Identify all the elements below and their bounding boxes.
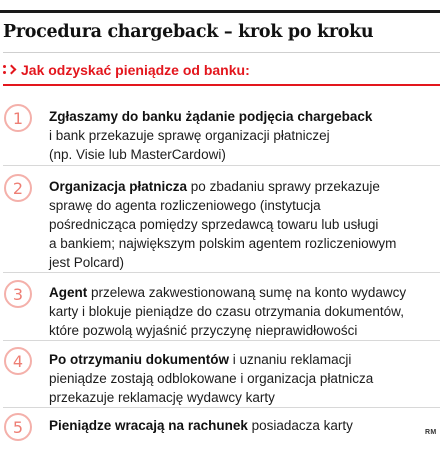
- step-line: i uznaniu reklamacji: [229, 352, 352, 367]
- divider: [3, 52, 440, 53]
- step-heading: Pieniądze wracają na rachunek: [49, 418, 248, 433]
- step-number: 5: [4, 413, 32, 441]
- step-line: (np. Visie lub MasterCardowi): [49, 147, 226, 162]
- step-text: [49, 177, 439, 272]
- step-heading: Organizacja płatnicza: [49, 179, 188, 194]
- subtitle-row: [3, 60, 250, 80]
- accent-rule: [3, 84, 440, 86]
- top-rule: [0, 10, 440, 13]
- divider: [3, 407, 440, 408]
- step-line: posiadacza karty: [247, 418, 353, 433]
- step-number: 4: [4, 347, 32, 375]
- step-line: i bank przekazuje sprawę organizacji płatniczej: [49, 128, 330, 143]
- step-line: po zbadaniu sprawy przekazuje: [187, 179, 380, 194]
- step-heading: Zgłaszamy do banku żądanie podjęcia chargeback: [49, 109, 373, 124]
- divider: [3, 340, 440, 341]
- step-line: karty i blokuje pieniądze do czasu otrzymania dokumentów,: [49, 304, 404, 319]
- step-line: przekazuje reklamację wydawcy karty: [49, 390, 275, 405]
- divider: [3, 165, 440, 166]
- step-text: [49, 283, 439, 340]
- step-line: które pozwolą wyjaśnić przyczynę nieprawidłowości: [49, 323, 358, 338]
- divider: [3, 272, 440, 273]
- step-text: [49, 107, 439, 164]
- author-credit: RM: [425, 429, 437, 436]
- subtitle: Jak odzyskać pieniądze od banku:: [21, 62, 250, 78]
- step-line: pieniądze zostają odblokowane i organizacja płatnicza: [49, 371, 374, 386]
- step-number: 3: [4, 280, 32, 308]
- step-number: 1: [4, 104, 32, 132]
- step-line: a bankiem; największym polskim agentem rozliczeniowym: [49, 236, 397, 251]
- step-text: [49, 416, 439, 435]
- step-text: [49, 350, 439, 407]
- chevron-right-icon: [3, 63, 15, 77]
- page-title: Procedura chargeback – krok po kroku: [3, 22, 374, 42]
- step-line: przelewa zakwestionowaną sumę na konto wydawcy: [87, 285, 407, 300]
- step-line: jest Polcard): [49, 255, 125, 270]
- step-line: pośrednicząca pomiędzy sprzedawcą towaru lub usługi: [49, 217, 379, 232]
- step-heading: Po otrzymaniu dokumentów: [49, 352, 230, 367]
- step-line: sprawę do agenta rozliczeniowego (instytucja: [49, 198, 321, 213]
- step-number: 2: [4, 174, 32, 202]
- step-heading: Agent: [49, 285, 88, 300]
